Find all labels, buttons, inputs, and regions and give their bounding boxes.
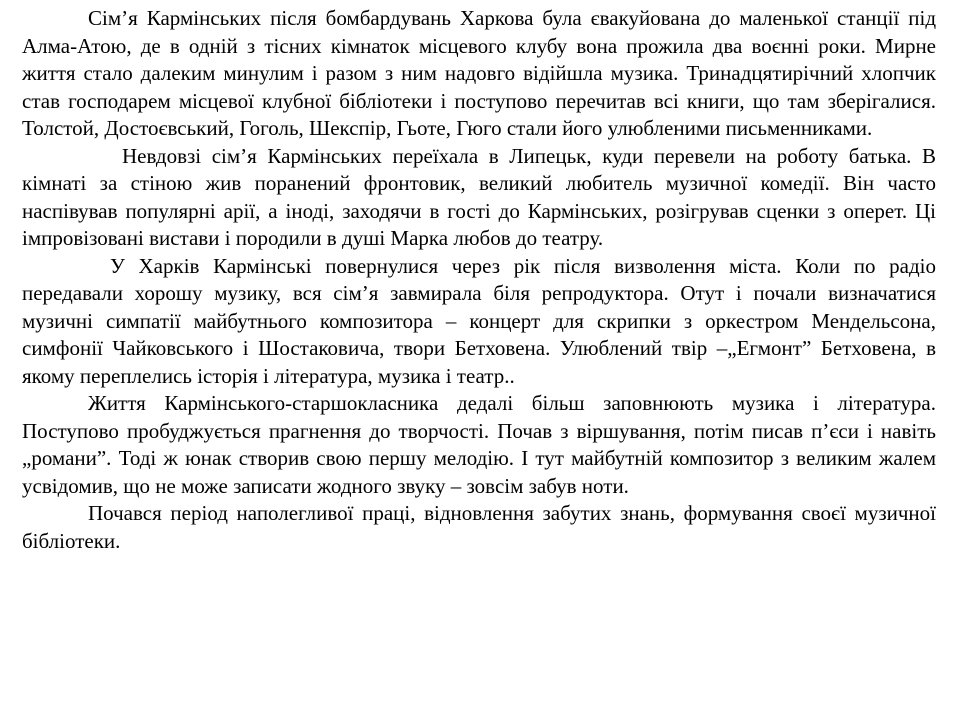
paragraph-lipetsk: Невдовзі сім’я Кармінських переїхала в Липецьк, куди перевели на роботу батька. В кімнаті за стіною жив поранений фронтовик, великий любитель музичної комедії. Він часто наспівував популярні арії, а іноді, заходячи в гості до Кармінських, розігрував сценки з оперет. Ці імпровізовані вистави і породили в душі Марка любов до театру.: [22, 143, 936, 250]
paragraph-kharkiv-return: У Харків Кармінські повернулися через рік після визволення міста. Коли по радіо передавали хорошу музику, вся сім’я завмирала біля репродуктора. Отут і почали визначатися музичні симпатії майбутнього композитора – концерт для скрипки з оркестром Мендельсона, симфонії Чайковського і Шостаковича, твори Бетховена. Улюблений твір –„Егмонт” Бетховена, в якому переплелись історія і література, музика і театр..: [22, 253, 936, 388]
paragraph-high-school: Життя Кармінського-старшокласника дедалі більш заповнюють музика і література. Поступово пробуджується прагнення до творчості. Почав з віршування, потім писав п’єси і навіть „романи”. Тоді ж юнак створив свою першу мелодію. І тут майбутній композитор з великим жалем усвідомив, що не може записати жодного звуку – зовсім забув ноти.: [22, 391, 936, 498]
paragraph-study-period: Почався період наполегливої праці, відновлення забутих знань, формування своєї музичної бібліотеки.: [22, 501, 936, 553]
paragraph-evacuation: Сім’я Кармінських після бомбардувань Харкова була євакуйована до маленької станції під Алма-Атою, де в одній з тісних кімнаток місцевого клубу вона прожила два воєнні роки. Мирне життя стало далеким минулим і разом з ним надовго відійшла музика. Тринадцятирічний хлопчик став господарем місцевої клубної бібліотеки і поступово перечитав всі книги, що там зберігалися. Толстой, Достоєвський, Гоголь, Шекспір, Гьоте, Гюго стали його улюбленими письменниками.: [22, 6, 936, 140]
